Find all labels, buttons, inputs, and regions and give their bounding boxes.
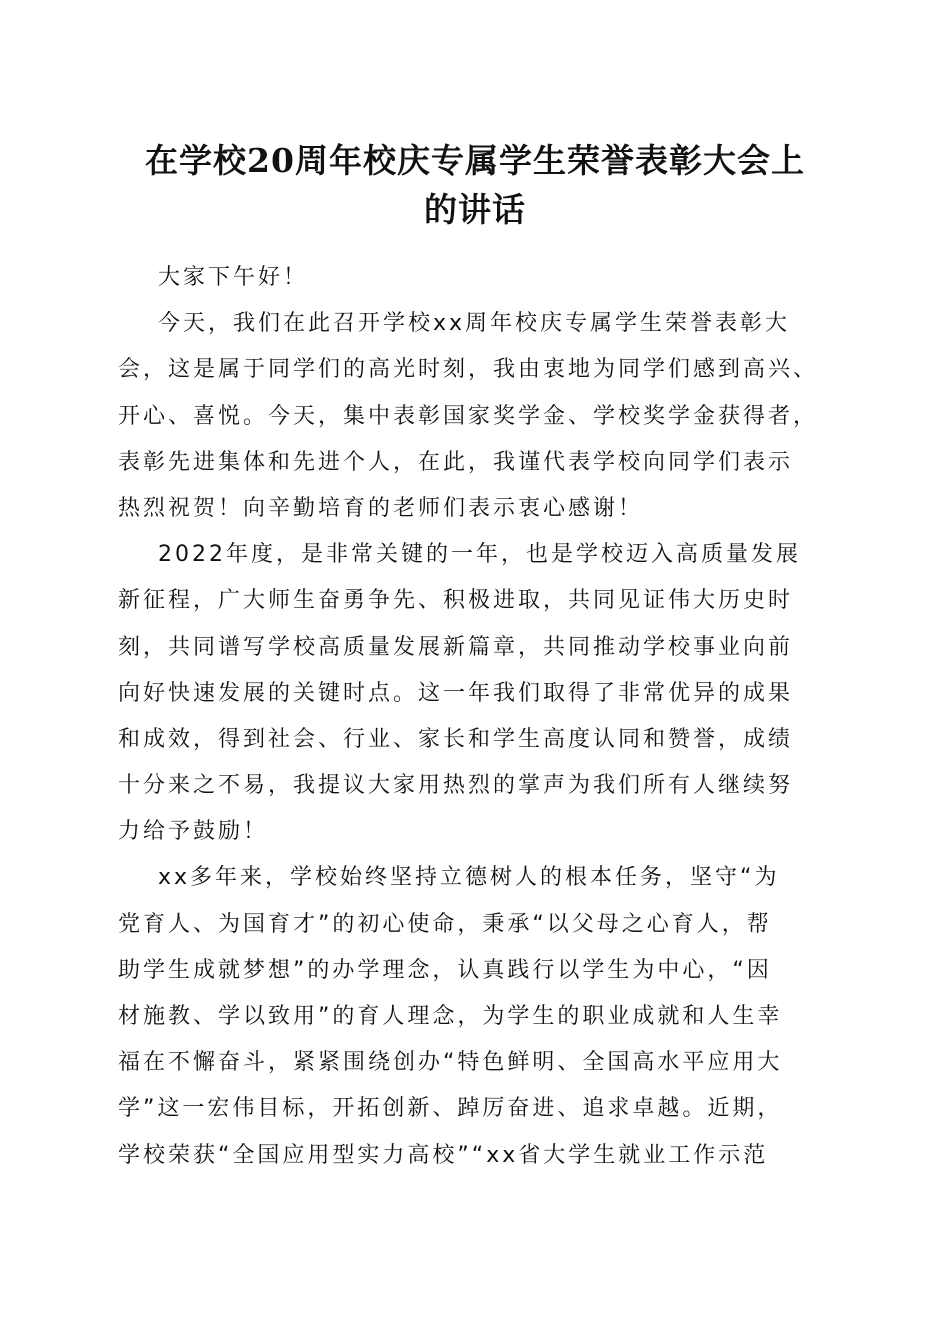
text-line: 力给予鼓励！ [118, 819, 269, 845]
text-line: 党育人、为国育才”的初心使命，秉承“以父母之心育人，帮 [118, 911, 772, 937]
title-line: 在学校20周年校庆专属学生荣誉表彰大会上 [145, 141, 805, 180]
paragraph-greeting [118, 255, 838, 301]
text-line: 学校荣获“全国应用型实力高校”“xx省大学生就业工作示范 [118, 1142, 769, 1168]
text-line: 会，这是属于同学们的高光时刻，我由衷地为同学们感到高兴、 [118, 357, 819, 383]
text-line: 开心、喜悦。今天，集中表彰国家奖学金、学校奖学金获得者， [118, 403, 819, 429]
text-line: 助学生成就梦想”的办学理念，认真践行以学生为中心，“因 [118, 957, 772, 983]
document-title [100, 136, 850, 234]
text-line: 和成效，得到社会、行业、家长和学生高度认同和赞誉，成绩 [118, 726, 794, 752]
paragraph-year-review [118, 532, 838, 855]
text-line: 今天，我们在此召开学校xx周年校庆专属学生荣誉表彰大 [158, 311, 791, 337]
text-line: 热烈祝贺！向辛勤培育的老师们表示衷心感谢！ [118, 495, 644, 521]
text-line: 刻，共同谱写学校高质量发展新篇章，共同推动学校事业向前 [118, 634, 794, 660]
text-line: 福在不懈奋斗，紧紧围绕创办“特色鲜明、全国高水平应用大 [118, 1050, 783, 1076]
document-body [118, 255, 838, 1179]
text-line: 表彰先进集体和先进个人，在此，我谨代表学校向同学们表示 [118, 449, 794, 475]
text-line: 材施教、学以致用”的育人理念，为学生的职业成就和人生幸 [118, 1004, 783, 1029]
text-line: 十分来之不易，我提议大家用热烈的掌声为我们所有人继续努 [118, 773, 794, 799]
title-line: 的讲话 [424, 190, 526, 229]
text-line: 学”这一宏伟目标，开拓创新、踔厉奋进、追求卓越。近期， [118, 1096, 783, 1122]
text-line: 向好快速发展的关键时点。这一年我们取得了非常优异的成果 [118, 680, 794, 706]
paragraph-opening [118, 301, 838, 532]
text-line: 2022年度，是非常关键的一年，也是学校迈入高质量发展 [158, 542, 801, 568]
text-line: xx多年来，学校始终坚持立德树人的根本任务，坚守“为 [158, 865, 780, 891]
text-line: 新征程，广大师生奋勇争先、积极进取，共同见证伟大历史时 [118, 588, 794, 614]
paragraph-history [118, 855, 838, 1178]
text-line: 大家下午好！ [158, 265, 309, 290]
